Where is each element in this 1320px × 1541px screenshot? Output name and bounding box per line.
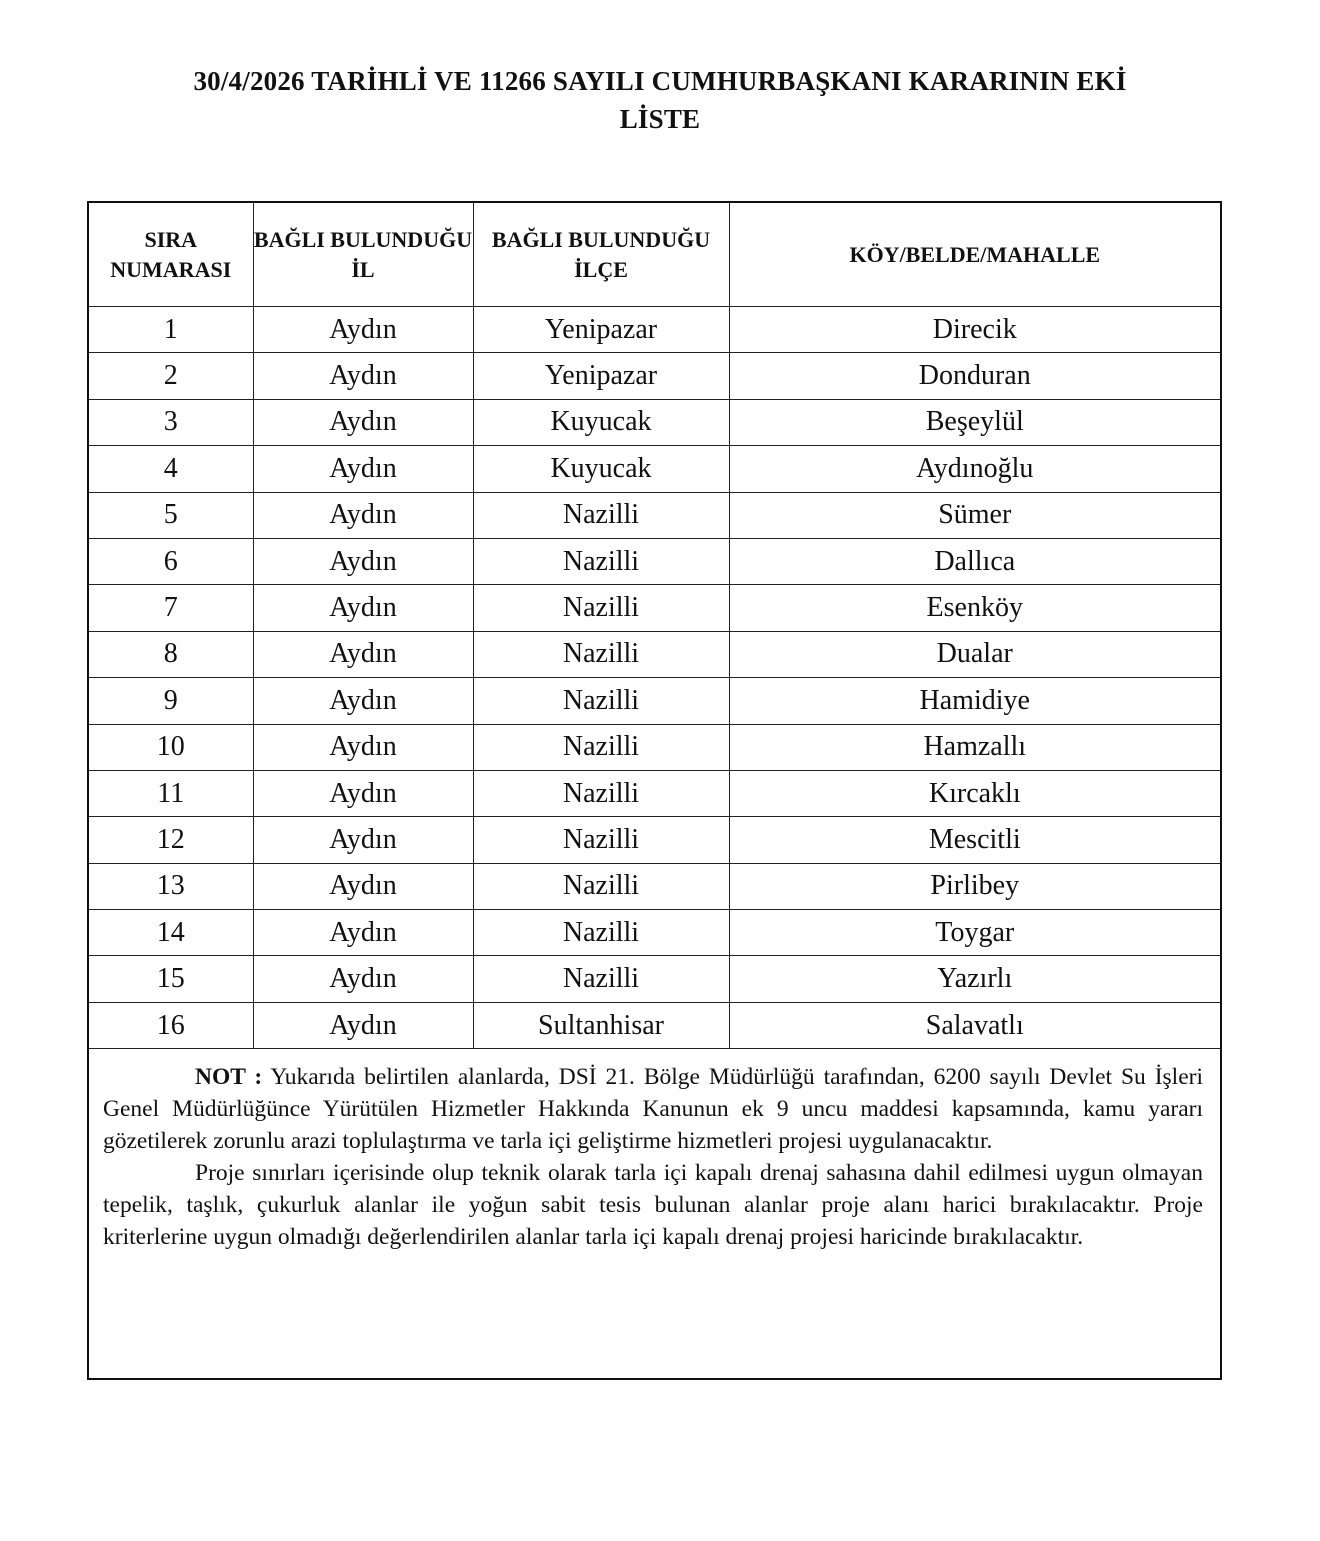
title-line-2: LİSTE	[619, 104, 701, 134]
row-koy: Beşeylül	[729, 399, 1220, 445]
row-koy: Salavatlı	[729, 1002, 1220, 1048]
row-koy: Yazırlı	[729, 956, 1220, 1002]
village-list-table	[89, 203, 1220, 1049]
table-row	[89, 1002, 1220, 1048]
row-il: Aydın	[253, 631, 473, 677]
row-koy: Donduran	[729, 353, 1220, 399]
row-number: 12	[89, 817, 253, 863]
row-il: Aydın	[253, 446, 473, 492]
title-line-1: 30/4/2026 TARİHLİ VE 11266 SAYILI CUMHURBAŞKANI KARARININ EKİ	[193, 66, 1127, 96]
row-number: 6	[89, 538, 253, 584]
row-ilce: Nazilli	[473, 817, 729, 863]
row-il: Aydın	[253, 678, 473, 724]
row-number: 4	[89, 446, 253, 492]
row-ilce: Nazilli	[473, 863, 729, 909]
row-koy: Direcik	[729, 307, 1220, 353]
row-number: 2	[89, 353, 253, 399]
table-row	[89, 399, 1220, 445]
row-il: Aydın	[253, 956, 473, 1002]
row-number: 5	[89, 492, 253, 538]
row-il: Aydın	[253, 1002, 473, 1048]
row-ilce: Kuyucak	[473, 399, 729, 445]
row-il: Aydın	[253, 353, 473, 399]
row-number: 9	[89, 678, 253, 724]
row-ilce: Sultanhisar	[473, 1002, 729, 1048]
row-il: Aydın	[253, 724, 473, 770]
document-title	[0, 62, 1320, 138]
header-sira-numarasi: SIRA NUMARASI	[89, 203, 253, 307]
table-row	[89, 910, 1220, 956]
table-row	[89, 770, 1220, 816]
table-row	[89, 724, 1220, 770]
row-ilce: Nazilli	[473, 678, 729, 724]
row-number: 7	[89, 585, 253, 631]
row-number: 15	[89, 956, 253, 1002]
table-row	[89, 631, 1220, 677]
header-bagli-il: BAĞLI BULUNDUĞU İL	[253, 203, 473, 307]
table-header-row	[89, 203, 1220, 307]
table-row	[89, 817, 1220, 863]
note-paragraph-1	[103, 1061, 1203, 1157]
row-number: 13	[89, 863, 253, 909]
row-il: Aydın	[253, 817, 473, 863]
note-section	[103, 1061, 1203, 1253]
table-row	[89, 956, 1220, 1002]
row-il: Aydın	[253, 492, 473, 538]
row-ilce: Kuyucak	[473, 446, 729, 492]
row-number: 14	[89, 910, 253, 956]
row-number: 16	[89, 1002, 253, 1048]
note-label: NOT :	[195, 1064, 263, 1090]
row-ilce: Nazilli	[473, 724, 729, 770]
row-number: 3	[89, 399, 253, 445]
row-koy: Hamzallı	[729, 724, 1220, 770]
row-koy: Sümer	[729, 492, 1220, 538]
row-koy: Mescitli	[729, 817, 1220, 863]
table-row	[89, 678, 1220, 724]
table-row	[89, 538, 1220, 584]
table-row	[89, 307, 1220, 353]
row-ilce: Nazilli	[473, 910, 729, 956]
row-number: 10	[89, 724, 253, 770]
row-koy: Dallıca	[729, 538, 1220, 584]
row-ilce: Yenipazar	[473, 307, 729, 353]
row-il: Aydın	[253, 307, 473, 353]
table-row	[89, 446, 1220, 492]
row-koy: Kırcaklı	[729, 770, 1220, 816]
row-il: Aydın	[253, 538, 473, 584]
header-bagli-ilce: BAĞLI BULUNDUĞU İLÇE	[473, 203, 729, 307]
row-number: 8	[89, 631, 253, 677]
row-ilce: Nazilli	[473, 585, 729, 631]
row-koy: Aydınoğlu	[729, 446, 1220, 492]
row-ilce: Nazilli	[473, 631, 729, 677]
row-il: Aydın	[253, 585, 473, 631]
note-text-1: Yukarıda belirtilen alanlarda, DSİ 21. Bölge Müdürlüğü tarafından, 6200 sayılı Devlet Su İşleri Genel Müdürlüğünce Yürütülen Hizmetler Hakkında Kanunun ek 9 uncu maddesi kapsamında, kamu yararı gözetilerek zorunlu arazi toplulaştırma ve tarla içi geliştirme hizmetleri projesi uygulanacaktır.	[103, 1064, 1203, 1154]
row-ilce: Nazilli	[473, 770, 729, 816]
row-ilce: Nazilli	[473, 492, 729, 538]
row-il: Aydın	[253, 399, 473, 445]
list-frame	[87, 201, 1222, 1380]
row-koy: Toygar	[729, 910, 1220, 956]
row-ilce: Nazilli	[473, 956, 729, 1002]
row-koy: Hamidiye	[729, 678, 1220, 724]
row-il: Aydın	[253, 863, 473, 909]
table-row	[89, 353, 1220, 399]
table-row	[89, 492, 1220, 538]
table-row	[89, 585, 1220, 631]
header-koy-belde-mahalle: KÖY/BELDE/MAHALLE	[729, 203, 1220, 307]
row-koy: Esenköy	[729, 585, 1220, 631]
row-il: Aydın	[253, 910, 473, 956]
row-ilce: Yenipazar	[473, 353, 729, 399]
row-koy: Dualar	[729, 631, 1220, 677]
note-paragraph-2: Proje sınırları içerisinde olup teknik olarak tarla içi kapalı drenaj sahasına dahil edilmesi uygun olmayan tepelik, taşlık, çukurluk alanlar ile yoğun sabit tesis bulunan alanlar proje alanı harici bırakılacaktır. Proje kriterlerine uygun olmadığı değerlendirilen alanlar tarla içi kapalı drenaj projesi haricinde bırakılacaktır.	[103, 1160, 1203, 1250]
row-ilce: Nazilli	[473, 538, 729, 584]
row-number: 1	[89, 307, 253, 353]
row-number: 11	[89, 770, 253, 816]
row-koy: Pirlibey	[729, 863, 1220, 909]
row-il: Aydın	[253, 770, 473, 816]
table-row	[89, 863, 1220, 909]
